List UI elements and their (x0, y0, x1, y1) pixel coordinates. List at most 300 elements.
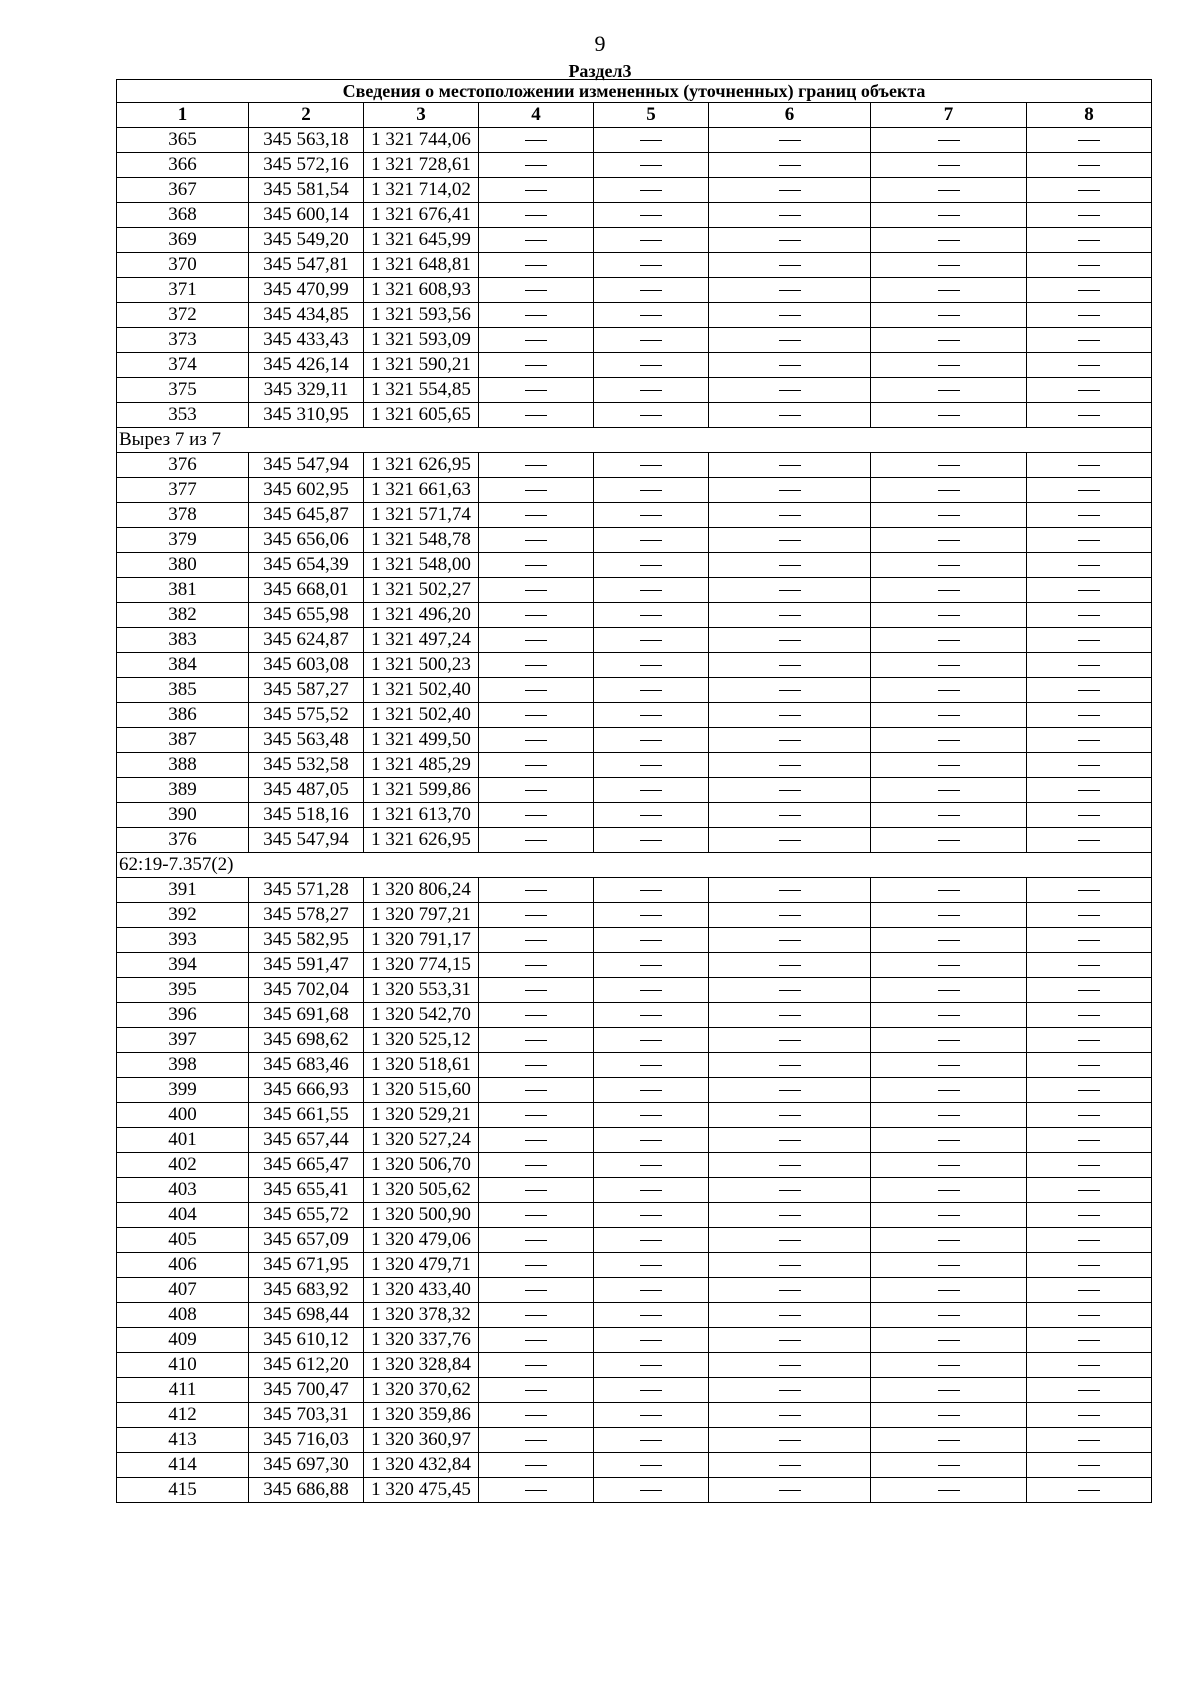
empty-value-cell (1027, 1003, 1152, 1028)
y-coordinate-cell: 1 320 500,90 (364, 1203, 479, 1228)
dash-mark (779, 640, 801, 641)
dash-mark (640, 1165, 662, 1166)
dash-mark (525, 515, 547, 516)
x-coordinate-cell: 345 549,20 (249, 228, 364, 253)
empty-value-cell (871, 403, 1027, 428)
dash-mark (938, 840, 960, 841)
empty-value-cell (479, 753, 594, 778)
column-number: 2 (249, 103, 364, 128)
empty-value-cell (709, 1478, 871, 1503)
table-row (117, 1403, 1152, 1428)
x-coordinate-cell: 345 668,01 (249, 578, 364, 603)
dash-mark (525, 1365, 547, 1366)
column-number: 3 (364, 103, 479, 128)
dash-mark (525, 615, 547, 616)
dash-mark (1078, 1265, 1100, 1266)
empty-value-cell (1027, 778, 1152, 803)
column-number: 8 (1027, 103, 1152, 128)
x-coordinate-cell: 345 703,31 (249, 1403, 364, 1428)
table-row (117, 1253, 1152, 1278)
y-coordinate-cell: 1 321 744,06 (364, 128, 479, 153)
empty-value-cell (709, 903, 871, 928)
x-coordinate-cell: 345 654,39 (249, 553, 364, 578)
dash-mark (779, 1065, 801, 1066)
point-number-cell: 383 (117, 628, 249, 653)
empty-value-cell (479, 1128, 594, 1153)
point-number-cell: 370 (117, 253, 249, 278)
y-coordinate-cell: 1 320 806,24 (364, 878, 479, 903)
empty-value-cell (594, 1303, 709, 1328)
dash-mark (525, 290, 547, 291)
dash-mark (1078, 665, 1100, 666)
dash-mark (640, 615, 662, 616)
dash-mark (1078, 1140, 1100, 1141)
table-row (117, 153, 1152, 178)
dash-mark (1078, 1490, 1100, 1491)
empty-value-cell (594, 1328, 709, 1353)
dash-mark (640, 1290, 662, 1291)
empty-value-cell (709, 978, 871, 1003)
point-number-cell: 397 (117, 1028, 249, 1053)
table-row (117, 203, 1152, 228)
table-row (117, 1353, 1152, 1378)
empty-value-cell (709, 678, 871, 703)
dash-mark (938, 1265, 960, 1266)
dash-mark (525, 890, 547, 891)
dash-mark (525, 365, 547, 366)
x-coordinate-cell: 345 702,04 (249, 978, 364, 1003)
dash-mark (525, 990, 547, 991)
empty-value-cell (594, 578, 709, 603)
dash-mark (1078, 1090, 1100, 1091)
column-number-row (117, 103, 1152, 128)
column-number: 7 (871, 103, 1027, 128)
empty-value-cell (709, 503, 871, 528)
empty-value-cell (594, 528, 709, 553)
empty-value-cell (871, 278, 1027, 303)
y-coordinate-cell: 1 321 626,95 (364, 453, 479, 478)
dash-mark (640, 190, 662, 191)
empty-value-cell (479, 1303, 594, 1328)
dash-mark (938, 190, 960, 191)
y-coordinate-cell: 1 320 328,84 (364, 1353, 479, 1378)
empty-value-cell (594, 253, 709, 278)
point-number-cell: 384 (117, 653, 249, 678)
x-coordinate-cell: 345 671,95 (249, 1253, 364, 1278)
dash-mark (938, 1140, 960, 1141)
empty-value-cell (479, 353, 594, 378)
empty-value-cell (594, 503, 709, 528)
empty-value-cell (594, 1378, 709, 1403)
empty-value-cell (709, 203, 871, 228)
y-coordinate-cell: 1 321 613,70 (364, 803, 479, 828)
y-coordinate-cell: 1 321 554,85 (364, 378, 479, 403)
dash-mark (779, 990, 801, 991)
empty-value-cell (709, 153, 871, 178)
empty-value-cell (871, 978, 1027, 1003)
empty-value-cell (709, 1003, 871, 1028)
dash-mark (1078, 915, 1100, 916)
dash-mark (1078, 465, 1100, 466)
empty-value-cell (479, 578, 594, 603)
y-coordinate-cell: 1 320 337,76 (364, 1328, 479, 1353)
y-coordinate-cell: 1 321 496,20 (364, 603, 479, 628)
empty-value-cell (594, 903, 709, 928)
empty-value-cell (479, 978, 594, 1003)
y-coordinate-cell: 1 321 499,50 (364, 728, 479, 753)
empty-value-cell (594, 403, 709, 428)
empty-value-cell (479, 503, 594, 528)
dash-mark (779, 1465, 801, 1466)
table-row (117, 403, 1152, 428)
empty-value-cell (594, 703, 709, 728)
empty-value-cell (871, 1228, 1027, 1253)
dash-mark (779, 490, 801, 491)
point-number-cell: 371 (117, 278, 249, 303)
table-row (117, 703, 1152, 728)
empty-value-cell (871, 503, 1027, 528)
dash-mark (640, 915, 662, 916)
empty-value-cell (871, 1303, 1027, 1328)
dash-mark (640, 590, 662, 591)
empty-value-cell (594, 228, 709, 253)
y-coordinate-cell: 1 320 433,40 (364, 1278, 479, 1303)
dash-mark (1078, 1415, 1100, 1416)
empty-value-cell (479, 628, 594, 653)
table-row (117, 1478, 1152, 1503)
empty-value-cell (709, 803, 871, 828)
empty-value-cell (594, 803, 709, 828)
empty-value-cell (709, 703, 871, 728)
dash-mark (1078, 565, 1100, 566)
empty-value-cell (1027, 1478, 1152, 1503)
dash-mark (525, 490, 547, 491)
empty-value-cell (1027, 1303, 1152, 1328)
table-row (117, 1303, 1152, 1328)
empty-value-cell (594, 328, 709, 353)
dash-mark (779, 465, 801, 466)
empty-value-cell (871, 778, 1027, 803)
y-coordinate-cell: 1 321 593,09 (364, 328, 479, 353)
dash-mark (525, 815, 547, 816)
empty-value-cell (709, 303, 871, 328)
dash-mark (779, 1140, 801, 1141)
y-coordinate-cell: 1 321 571,74 (364, 503, 479, 528)
dash-mark (779, 365, 801, 366)
empty-value-cell (594, 1078, 709, 1103)
point-number-cell: 412 (117, 1403, 249, 1428)
empty-value-cell (479, 328, 594, 353)
empty-value-cell (594, 1478, 709, 1503)
dash-mark (640, 1315, 662, 1316)
empty-value-cell (479, 303, 594, 328)
dash-mark (938, 690, 960, 691)
y-coordinate-cell: 1 320 432,84 (364, 1453, 479, 1478)
empty-value-cell (479, 878, 594, 903)
dash-mark (640, 1490, 662, 1491)
dash-mark (525, 765, 547, 766)
dash-mark (779, 1215, 801, 1216)
dash-mark (1078, 365, 1100, 366)
x-coordinate-cell: 345 487,05 (249, 778, 364, 803)
dash-mark (525, 215, 547, 216)
x-coordinate-cell: 345 657,44 (249, 1128, 364, 1153)
point-number-cell: 382 (117, 603, 249, 628)
empty-value-cell (871, 1353, 1027, 1378)
empty-value-cell (594, 778, 709, 803)
x-coordinate-cell: 345 575,52 (249, 703, 364, 728)
dash-mark (779, 840, 801, 841)
empty-value-cell (1027, 553, 1152, 578)
empty-value-cell (594, 1253, 709, 1278)
table-row (117, 678, 1152, 703)
empty-value-cell (709, 953, 871, 978)
empty-value-cell (1027, 1353, 1152, 1378)
empty-value-cell (871, 803, 1027, 828)
empty-value-cell (871, 1278, 1027, 1303)
dash-mark (640, 1240, 662, 1241)
dash-mark (1078, 965, 1100, 966)
dash-mark (1078, 790, 1100, 791)
dash-mark (938, 1065, 960, 1066)
point-number-cell: 387 (117, 728, 249, 753)
empty-value-cell (479, 1028, 594, 1053)
dash-mark (525, 790, 547, 791)
dash-mark (525, 1290, 547, 1291)
empty-value-cell (871, 378, 1027, 403)
y-coordinate-cell: 1 320 525,12 (364, 1028, 479, 1053)
dash-mark (640, 765, 662, 766)
dash-mark (640, 715, 662, 716)
dash-mark (1078, 1215, 1100, 1216)
dash-mark (1078, 190, 1100, 191)
dash-mark (1078, 640, 1100, 641)
dash-mark (938, 565, 960, 566)
dash-mark (779, 1390, 801, 1391)
empty-value-cell (709, 1153, 871, 1178)
x-coordinate-cell: 345 700,47 (249, 1378, 364, 1403)
empty-value-cell (871, 228, 1027, 253)
dash-mark (938, 365, 960, 366)
dash-mark (938, 415, 960, 416)
y-coordinate-cell: 1 320 475,45 (364, 1478, 479, 1503)
empty-value-cell (871, 178, 1027, 203)
empty-value-cell (709, 1453, 871, 1478)
point-number-cell: 353 (117, 403, 249, 428)
table-row (117, 978, 1152, 1003)
empty-value-cell (1027, 803, 1152, 828)
dash-mark (779, 1090, 801, 1091)
point-number-cell: 395 (117, 978, 249, 1003)
dash-mark (525, 690, 547, 691)
table-row (117, 1378, 1152, 1403)
dash-mark (938, 1365, 960, 1366)
empty-value-cell (871, 253, 1027, 278)
empty-value-cell (871, 1203, 1027, 1228)
empty-value-cell (594, 653, 709, 678)
x-coordinate-cell: 345 666,93 (249, 1078, 364, 1103)
dash-mark (1078, 290, 1100, 291)
dash-mark (938, 815, 960, 816)
empty-value-cell (1027, 303, 1152, 328)
dash-mark (640, 1015, 662, 1016)
dash-mark (779, 1015, 801, 1016)
dash-mark (779, 665, 801, 666)
empty-value-cell (479, 1053, 594, 1078)
table-row (117, 1053, 1152, 1078)
point-number-cell: 392 (117, 903, 249, 928)
dash-mark (640, 340, 662, 341)
column-number: 1 (117, 103, 249, 128)
point-number-cell: 375 (117, 378, 249, 403)
empty-value-cell (1027, 478, 1152, 503)
dash-mark (640, 1465, 662, 1466)
empty-value-cell (709, 753, 871, 778)
empty-value-cell (709, 178, 871, 203)
empty-value-cell (871, 328, 1027, 353)
dash-mark (938, 1390, 960, 1391)
table-row (117, 778, 1152, 803)
dash-mark (1078, 340, 1100, 341)
empty-value-cell (594, 178, 709, 203)
empty-value-cell (594, 378, 709, 403)
dash-mark (779, 390, 801, 391)
table-row (117, 653, 1152, 678)
empty-value-cell (1027, 253, 1152, 278)
dash-mark (1078, 1340, 1100, 1341)
dash-mark (938, 740, 960, 741)
empty-value-cell (594, 753, 709, 778)
x-coordinate-cell: 345 572,16 (249, 153, 364, 178)
x-coordinate-cell: 345 683,92 (249, 1278, 364, 1303)
point-number-cell: 368 (117, 203, 249, 228)
empty-value-cell (709, 1378, 871, 1403)
y-coordinate-cell: 1 320 515,60 (364, 1078, 479, 1103)
empty-value-cell (709, 453, 871, 478)
x-coordinate-cell: 345 624,87 (249, 628, 364, 653)
point-number-cell: 408 (117, 1303, 249, 1328)
empty-value-cell (709, 278, 871, 303)
y-coordinate-cell: 1 320 359,86 (364, 1403, 479, 1428)
point-number-cell: 374 (117, 353, 249, 378)
dash-mark (938, 1490, 960, 1491)
empty-value-cell (594, 453, 709, 478)
y-coordinate-cell: 1 320 378,32 (364, 1303, 479, 1328)
empty-value-cell (479, 603, 594, 628)
empty-value-cell (1027, 1178, 1152, 1203)
empty-value-cell (871, 128, 1027, 153)
dash-mark (779, 815, 801, 816)
y-coordinate-cell: 1 320 518,61 (364, 1053, 479, 1078)
y-coordinate-cell: 1 321 728,61 (364, 153, 479, 178)
dash-mark (525, 390, 547, 391)
dash-mark (779, 1490, 801, 1491)
group-label: Вырез 7 из 7 (117, 428, 1152, 453)
table-row (117, 528, 1152, 553)
empty-value-cell (479, 1403, 594, 1428)
y-coordinate-cell: 1 321 661,63 (364, 478, 479, 503)
dash-mark (938, 990, 960, 991)
point-number-cell: 376 (117, 453, 249, 478)
dash-mark (525, 415, 547, 416)
dash-mark (779, 415, 801, 416)
y-coordinate-cell: 1 321 626,95 (364, 828, 479, 853)
x-coordinate-cell: 345 665,47 (249, 1153, 364, 1178)
x-coordinate-cell: 345 655,98 (249, 603, 364, 628)
empty-value-cell (1027, 1328, 1152, 1353)
empty-value-cell (1027, 878, 1152, 903)
empty-value-cell (594, 1228, 709, 1253)
empty-value-cell (709, 1078, 871, 1103)
dash-mark (779, 515, 801, 516)
x-coordinate-cell: 345 578,27 (249, 903, 364, 928)
dash-mark (640, 140, 662, 141)
x-coordinate-cell: 345 716,03 (249, 1428, 364, 1453)
point-number-cell: 367 (117, 178, 249, 203)
dash-mark (1078, 1440, 1100, 1441)
empty-value-cell (1027, 928, 1152, 953)
y-coordinate-cell: 1 321 548,00 (364, 553, 479, 578)
empty-value-cell (479, 828, 594, 853)
empty-value-cell (479, 653, 594, 678)
empty-value-cell (479, 453, 594, 478)
y-coordinate-cell: 1 320 505,62 (364, 1178, 479, 1203)
dash-mark (779, 190, 801, 191)
empty-value-cell (709, 1228, 871, 1253)
x-coordinate-cell: 345 698,44 (249, 1303, 364, 1328)
x-coordinate-cell: 345 581,54 (249, 178, 364, 203)
section-title: Раздел3 (568, 61, 632, 81)
x-coordinate-cell: 345 683,46 (249, 1053, 364, 1078)
dash-mark (1078, 615, 1100, 616)
dash-mark (1078, 1040, 1100, 1041)
dash-mark (779, 1365, 801, 1366)
dash-mark (640, 165, 662, 166)
point-number-cell: 409 (117, 1328, 249, 1353)
table-row (117, 228, 1152, 253)
empty-value-cell (709, 378, 871, 403)
empty-value-cell (594, 1403, 709, 1428)
empty-value-cell (594, 728, 709, 753)
dash-mark (779, 765, 801, 766)
dash-mark (938, 790, 960, 791)
y-coordinate-cell: 1 321 645,99 (364, 228, 479, 253)
dash-mark (525, 1190, 547, 1191)
x-coordinate-cell: 345 547,81 (249, 253, 364, 278)
table-row (117, 878, 1152, 903)
empty-value-cell (709, 1328, 871, 1353)
empty-value-cell (479, 528, 594, 553)
table-row (117, 1003, 1152, 1028)
dash-mark (640, 540, 662, 541)
dash-mark (525, 190, 547, 191)
dash-mark (938, 1440, 960, 1441)
dash-mark (1078, 415, 1100, 416)
dash-mark (1078, 515, 1100, 516)
dash-mark (525, 240, 547, 241)
table-row (117, 903, 1152, 928)
point-number-cell: 402 (117, 1153, 249, 1178)
dash-mark (938, 340, 960, 341)
dash-mark (525, 1115, 547, 1116)
empty-value-cell (1027, 328, 1152, 353)
dash-mark (779, 315, 801, 316)
dash-mark (640, 215, 662, 216)
point-number-cell: 394 (117, 953, 249, 978)
dash-mark (640, 1140, 662, 1141)
y-coordinate-cell: 1 321 605,65 (364, 403, 479, 428)
dash-mark (640, 240, 662, 241)
